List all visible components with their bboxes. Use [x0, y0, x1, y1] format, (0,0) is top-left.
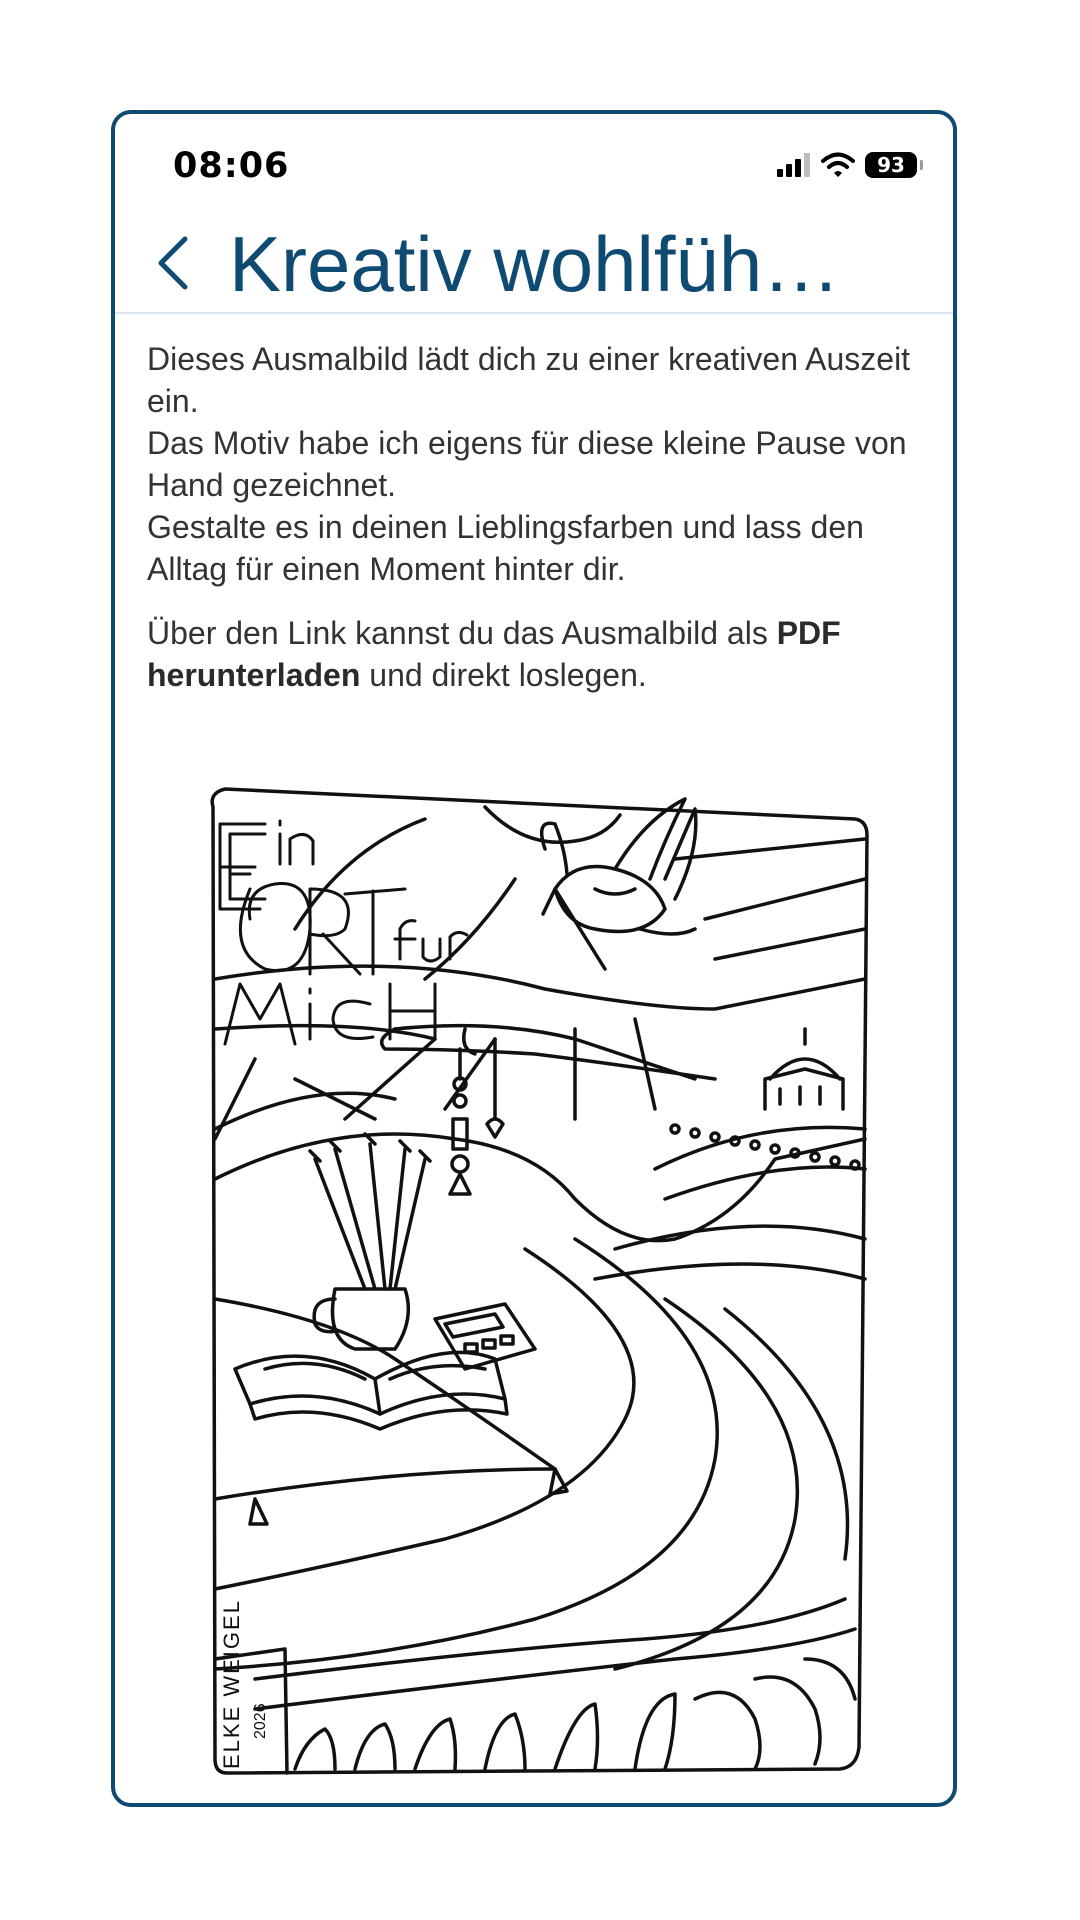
intro-line-2: Das Motiv habe ich eigens für diese kleine Pause von Hand gezeichnet. [147, 425, 907, 503]
status-time: 08:06 [173, 146, 290, 186]
download-text-prefix: Über den Link kannst du das Ausmalbild als [147, 615, 777, 651]
back-button[interactable] [143, 228, 203, 298]
download-paragraph [147, 612, 927, 696]
battery-level: 93 [877, 153, 905, 177]
phone-frame [111, 110, 957, 1807]
artwork-signature: ELKE WEIGEL [219, 1599, 244, 1769]
navigation-bar [115, 214, 953, 314]
status-icons [777, 150, 917, 180]
coloring-page-image [195, 779, 877, 1779]
battery-icon [865, 152, 917, 178]
page-title: Kreativ wohlfüh… [229, 220, 841, 308]
pdf-download-link[interactable]: PDF herunterladen [147, 615, 841, 693]
download-text-suffix: und direkt loslegen. [360, 657, 647, 693]
article-content [147, 338, 927, 696]
cellular-signal-icon [777, 153, 811, 177]
intro-paragraph [147, 338, 927, 590]
artwork-year: 2026 [252, 1703, 269, 1739]
chevron-left-icon [155, 235, 191, 291]
intro-line-3: Gestalte es in deinen Lieblingsfarben und lass den Alltag für einen Moment hinter dir. [147, 509, 864, 587]
intro-line-1: Dieses Ausmalbild lädt dich zu einer kreativen Auszeit ein. [147, 341, 911, 419]
status-bar [115, 114, 953, 214]
wifi-icon [821, 152, 855, 178]
